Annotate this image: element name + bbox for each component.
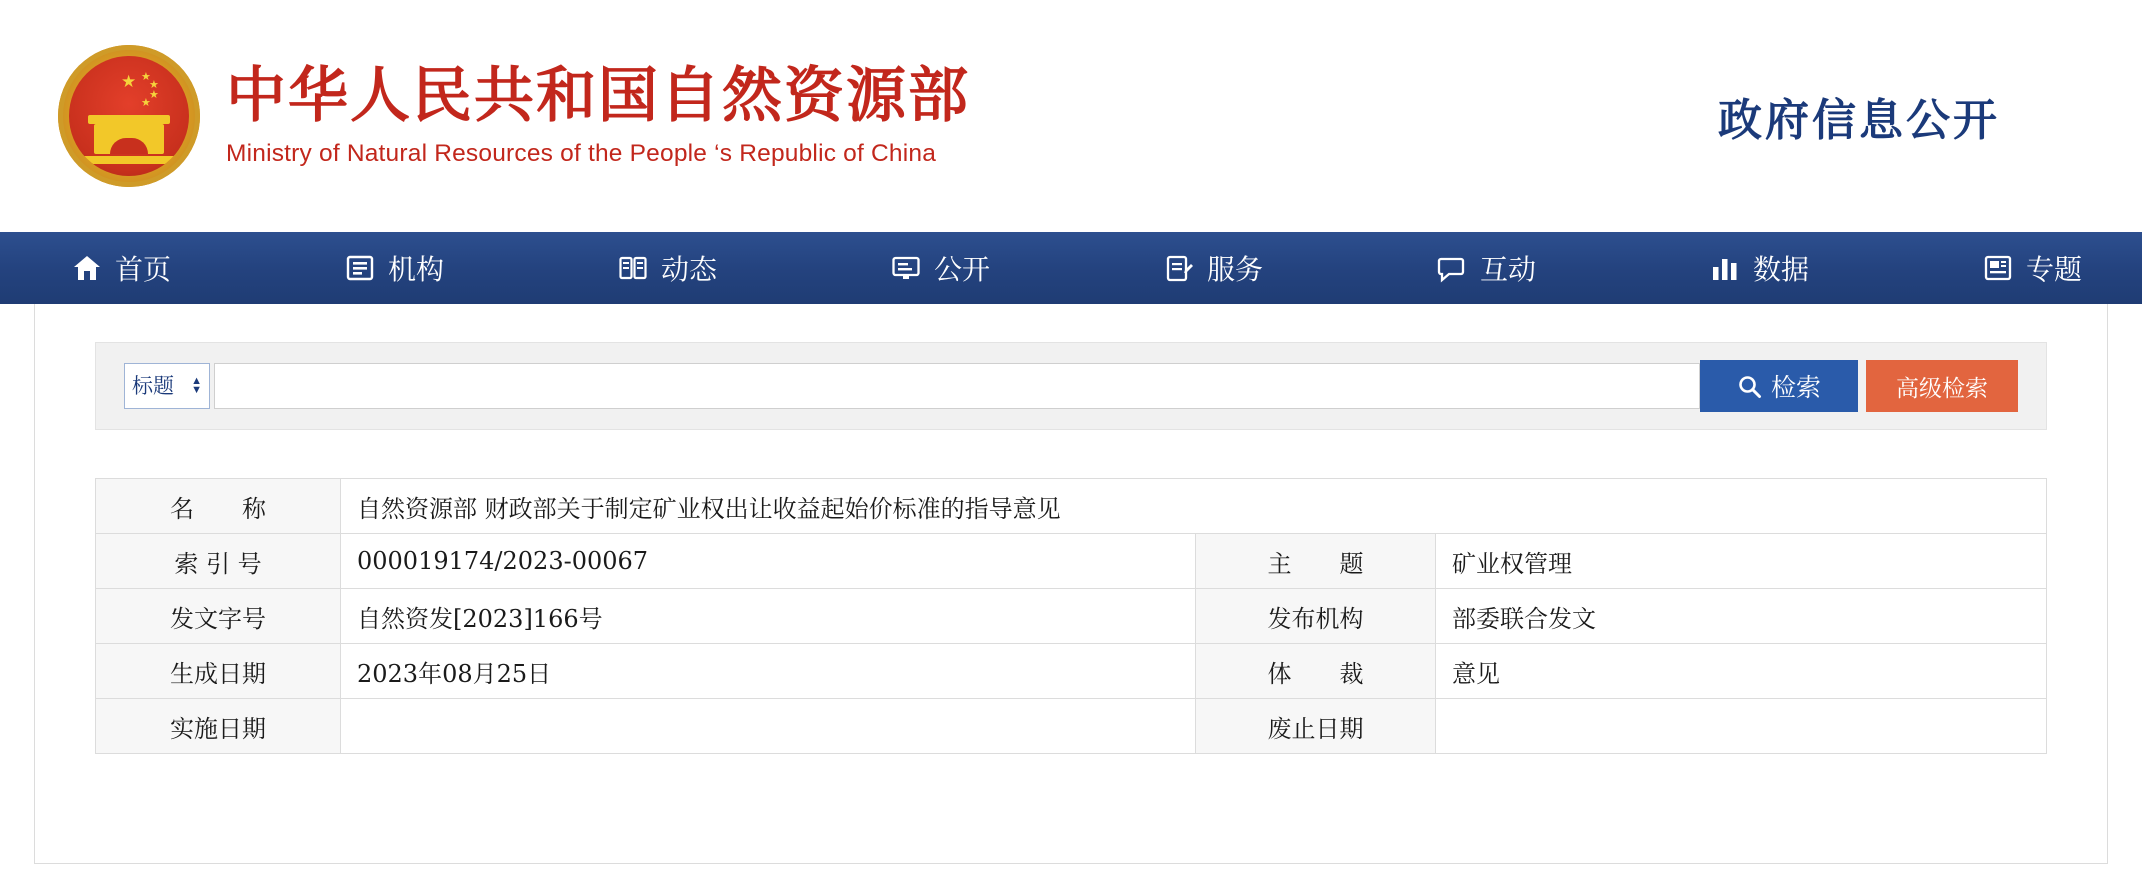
row-label-genre: 体 裁: [1196, 644, 1436, 699]
search-button[interactable]: [1700, 360, 1858, 412]
search-field-select-wrapper[interactable]: [124, 363, 210, 409]
search-input[interactable]: [214, 363, 1700, 409]
row-value-effectivedate: [341, 699, 1196, 754]
nav-label: 动态: [661, 253, 718, 286]
table-row: [96, 479, 2047, 534]
row-value-repealdate: [1436, 699, 2047, 754]
row-label-index: 索 引 号: [96, 534, 341, 589]
monitor-icon: [891, 253, 921, 283]
nav-label: 首页: [115, 253, 172, 286]
row-value-subject: 矿业权管理: [1436, 534, 2047, 589]
row-label-effectivedate: 实施日期: [96, 699, 341, 754]
search-button-label: 检索: [1770, 373, 1821, 402]
site-title-block: [226, 60, 970, 168]
nav-item-organization[interactable]: [345, 248, 618, 288]
site-title-en: Ministry of Natural Resources of the People ‘s Republic of China: [226, 139, 937, 167]
home-icon: [72, 253, 102, 283]
row-label-docnumber: 发文字号: [96, 589, 341, 644]
national-emblem-icon: ★ ★ ★ ★ ★: [58, 45, 200, 187]
page-body: [0, 304, 2142, 864]
news-book-icon: [618, 253, 648, 283]
row-label-repealdate: 废止日期: [1196, 699, 1436, 754]
search-bar: [95, 342, 2047, 430]
row-value-docnumber: 自然资发[2023]166号: [341, 589, 1196, 644]
row-value-createdate: 2023年08月25日: [341, 644, 1196, 699]
chat-bubble-icon: [1437, 253, 1467, 283]
nav-label: 服务: [1207, 253, 1264, 286]
table-row: [96, 589, 2047, 644]
nav-item-service[interactable]: [1164, 248, 1437, 288]
row-label-name: 名 称: [96, 479, 341, 534]
site-header: [0, 0, 2142, 232]
clipboard-pen-icon: [1164, 253, 1194, 283]
nav-label: 专题: [2026, 253, 2083, 286]
nav-label: 数据: [1753, 253, 1810, 286]
nav-item-home[interactable]: [72, 248, 345, 288]
bar-chart-icon: [1710, 253, 1740, 283]
document-info-table: [95, 478, 2047, 754]
row-value-name: 自然资源部 财政部关于制定矿业权出让收益起始价标准的指导意见: [341, 479, 2047, 534]
advanced-search-button[interactable]: 高级检索: [1866, 360, 2018, 412]
organization-icon: [345, 253, 375, 283]
nav-item-data[interactable]: [1710, 248, 1983, 288]
nav-label: 机构: [388, 253, 445, 286]
nav-item-interaction[interactable]: [1437, 248, 1710, 288]
search-icon: [1737, 374, 1762, 399]
row-value-genre: 意见: [1436, 644, 2047, 699]
chevron-updown-icon: ▲ ▼: [191, 375, 202, 396]
site-title-cn: 中华人民共和国自然资源部: [226, 60, 970, 131]
nav-item-topic[interactable]: [1983, 248, 2082, 288]
main-nav: [0, 232, 2142, 304]
row-label-issuer: 发布机构: [1196, 589, 1436, 644]
nav-label: 互动: [1480, 253, 1537, 286]
table-row: [96, 644, 2047, 699]
content-panel: [34, 304, 2108, 864]
row-value-index: 000019174/2023-00067: [341, 534, 1196, 589]
table-row: [96, 699, 2047, 754]
row-value-issuer: 部委联合发文: [1436, 589, 2047, 644]
nav-item-disclosure[interactable]: [891, 248, 1164, 288]
topic-icon: [1983, 253, 2013, 283]
row-label-createdate: 生成日期: [96, 644, 341, 699]
search-field-select[interactable]: [124, 363, 210, 409]
nav-label: 公开: [934, 253, 991, 286]
nav-item-news[interactable]: [618, 248, 891, 288]
page-title: 政府信息公开: [1718, 95, 2000, 146]
row-label-subject: 主 题: [1196, 534, 1436, 589]
table-row: [96, 534, 2047, 589]
